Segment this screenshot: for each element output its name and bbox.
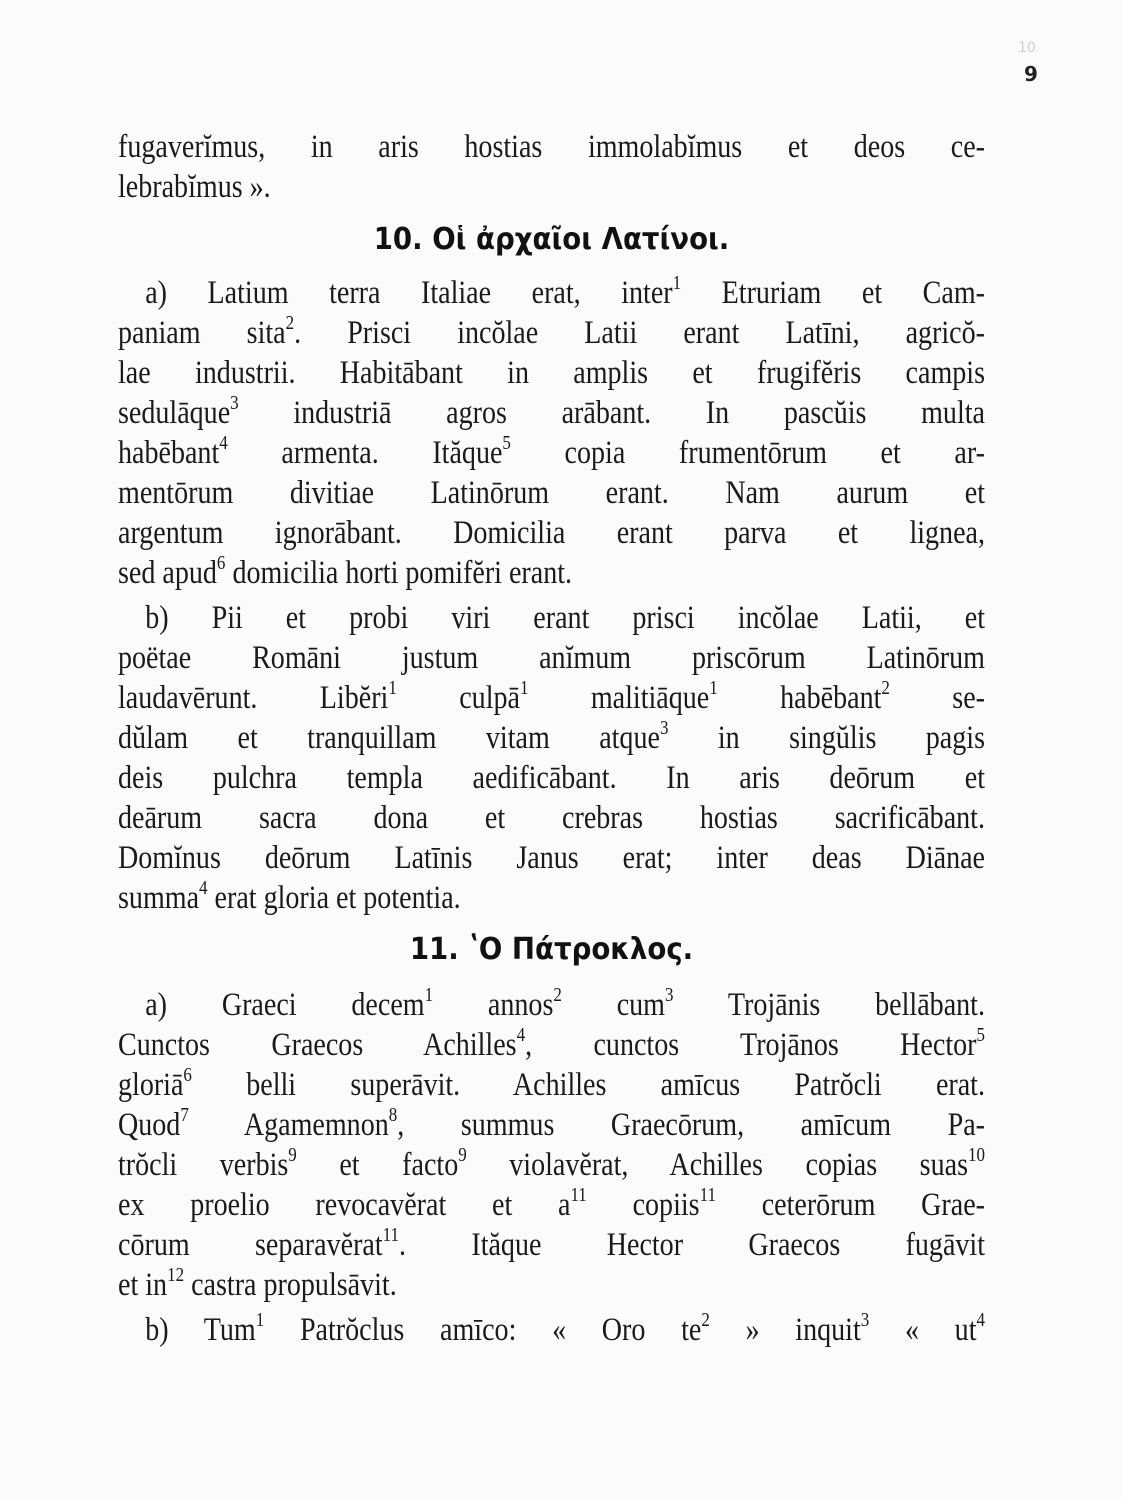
footnote-marker: 3 [659,717,669,739]
text-run: annos [433,987,554,1023]
footnote-marker: 12 [167,1264,185,1286]
footnote-marker: 11 [570,1184,587,1206]
text-run: castra propulsāvit. [184,1267,397,1303]
text-line [118,638,985,678]
text-run: ex proelio revocavĕrat et a [118,1187,571,1223]
text-line [118,718,985,758]
text-run: habēbant [717,680,882,716]
text-line [118,127,985,167]
footnote-marker: 4 [219,432,228,454]
text-run: trŏcli verbis [118,1147,289,1183]
footnote-marker: 8 [388,1104,398,1126]
footnote-marker: 7 [180,1104,189,1126]
text-run: Patrŏclus amīco: « Oro te [264,1312,702,1348]
page-number: 9 [1024,62,1038,86]
text-run: lebrabĭmus ». [118,169,271,205]
text-run: et in [118,1267,168,1303]
text-line [118,838,985,878]
text-line [118,1065,985,1105]
text-run: argentum ignorābant. Domicilia erant parva et lignea, [118,515,985,551]
text-run: habēbant [118,435,220,471]
text-run: copiis [586,1187,700,1223]
text-line [118,353,985,393]
text-line [118,167,985,207]
footnote-marker: 3 [665,984,674,1006]
footnote-marker: 3 [230,392,239,414]
text-run: ceterōrum Grae- [715,1187,985,1223]
footnote-marker: 4 [199,877,208,899]
text-run: b) Pii et probi viri erant prisci incŏlae Latii, et [145,600,985,636]
footnote-marker: 1 [519,677,529,699]
text-run: dŭlam et tranquillam vitam atque [118,720,660,756]
text-run: malitiāque [528,680,710,716]
footnote-marker: 2 [881,677,890,699]
footnote-marker: 6 [216,552,226,574]
text-run: mentōrum divitiae Latinōrum erant. Nam aurum et [118,475,985,511]
text-run: Agamemnon [188,1107,389,1143]
text-line [118,598,985,638]
text-run: deis pulchra templa aedificābant. In aris deōrum et [118,760,985,796]
footnote-marker: 5 [502,432,511,454]
text-line [118,1025,985,1065]
text-run: et facto [296,1147,459,1183]
text-run: deārum sacra dona et crebras hostias sacrificābant. [118,800,985,836]
footnote-marker: 11 [699,1184,716,1206]
text-run: violavĕrat, Achilles copias suas [466,1147,968,1183]
page-number-ghost: 10 [1018,40,1036,56]
text-run: a) Graeci decem [145,987,425,1023]
text-line [118,433,985,473]
text-run: Domĭnus deōrum Latīnis Janus erat; inter deas Diānae [118,840,985,876]
text-run: culpā [396,680,520,716]
text-line [118,758,985,798]
text-run: . Ităque Hector Graecos fugāvit [399,1227,985,1263]
footnote-marker: 4 [516,1024,526,1046]
text-run: lae industrii. Habitābant in amplis et frugifĕris campis [118,355,985,391]
text-run: paniam sita [118,315,286,351]
text-run: armenta. Ităque [227,435,503,471]
footnote-marker: 2 [701,1309,710,1331]
text-run: domicilia horti pomifĕri erant. [225,555,573,591]
text-run: erat gloria et potentia. [207,880,461,916]
text-run: b) Tum [145,1312,256,1348]
text-run: cum [561,987,666,1023]
text-line [118,273,985,313]
text-run: industriā agros arābant. In pascŭis multa [238,395,985,431]
text-run: » inquit [709,1312,861,1348]
text-line [118,513,985,553]
footnote-marker: 2 [285,312,295,334]
text-run: sedulāque [118,395,231,431]
text-run: a) Latium terra Italiae erat, inter [145,275,673,311]
footnote-marker: 1 [255,1309,265,1331]
footnote-marker: 1 [709,677,718,699]
footnote-marker: 5 [976,1024,985,1046]
footnote-marker: 10 [968,1144,985,1166]
footnote-marker: 1 [388,677,397,699]
text-run: summa [118,880,200,916]
text-run: , cunctos Trojānos Hector [525,1027,977,1063]
section-heading: 10. Oἱ ἀρχαῖοι Λατίνοι. [373,222,730,257]
text-line [118,798,985,838]
text-run: poëtae Romāni justum anĭmum priscōrum Latinōrum [118,640,985,676]
text-line [118,1185,985,1225]
footnote-marker: 1 [424,984,434,1006]
text-line [118,1225,985,1265]
text-run: Quod [118,1107,181,1143]
text-run: gloriā [118,1067,184,1103]
footnote-marker: 4 [976,1309,985,1331]
footnote-marker: 6 [183,1064,192,1086]
text-run: in singŭlis pagis [668,720,985,756]
text-line [118,313,985,353]
text-line [118,678,985,718]
text-run: fugaverĭmus, in aris hostias immolabĭmus et deos ce- [118,129,985,165]
text-run: , summus Graecōrum, amīcum Pa- [397,1107,985,1143]
footnote-marker: 3 [860,1309,870,1331]
text-line [118,393,985,433]
text-line [118,1310,985,1350]
section-heading: 11. ʽO Πάτροκλος. [409,932,694,967]
text-run: . Prisci incŏlae Latii erant Latīni, agricŏ- [294,315,985,351]
text-line [118,1265,985,1305]
text-run: copia frumentōrum et ar- [510,435,985,471]
text-run: sed apud [118,555,217,591]
text-run: Trojānis bellābant. [673,987,985,1023]
text-run: cōrum separavĕrat [118,1227,383,1263]
text-line [118,878,985,918]
text-run: « ut [869,1312,977,1348]
text-line [118,985,985,1025]
text-line [118,1105,985,1145]
text-run: laudavērunt. Libĕri [118,680,389,716]
footnote-marker: 2 [553,984,562,1006]
text-run: se- [889,680,985,716]
text-line [118,473,985,513]
footnote-marker: 9 [458,1144,467,1166]
text-line [118,553,985,593]
text-run: Cunctos Graecos Achilles [118,1027,517,1063]
footnote-marker: 1 [672,272,682,294]
text-line [118,1145,985,1185]
footnote-marker: 9 [288,1144,297,1166]
footnote-marker: 11 [382,1224,400,1246]
text-run: belli superāvit. Achilles amīcus Patrŏcli erat. [191,1067,986,1103]
text-run: Etruriam et Cam- [681,275,985,311]
